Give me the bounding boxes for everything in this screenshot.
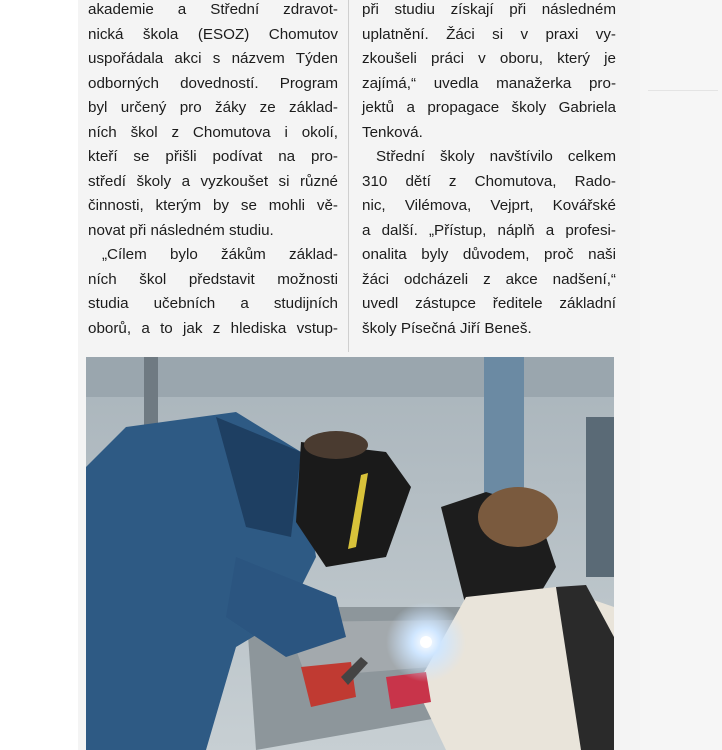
spark-core bbox=[420, 636, 432, 648]
text-line: činnosti, kterým by se mohli vě- bbox=[88, 197, 338, 214]
paragraph-1 bbox=[88, 0, 338, 243]
text-line: ních škol z Chomutova i okolí, bbox=[88, 123, 338, 141]
text-line: uplatnění. Žáci si v praxi vy- bbox=[362, 25, 616, 43]
welding-photo-illustration bbox=[86, 357, 614, 750]
text-line: nická škola (ESOZ) Chomutov bbox=[88, 25, 338, 43]
text-line: a další. „Přístup, náplň a profesi- bbox=[362, 221, 616, 239]
text-line: ních škol představit možnosti bbox=[88, 270, 338, 288]
text-line: při studiu získají při následném bbox=[362, 1, 616, 18]
article-column-left bbox=[88, 0, 338, 341]
wall-shadow bbox=[86, 357, 614, 397]
text-line: zkoušeli práci v oboru, který je bbox=[362, 50, 616, 67]
text-line: zajímá,“ uvedla manažerka pro- bbox=[362, 74, 616, 92]
text-line: kteří se přišli podívat na pro- bbox=[88, 148, 338, 165]
article-photo bbox=[86, 357, 614, 750]
article-column-right bbox=[362, 0, 616, 341]
bleed-through-mark bbox=[648, 90, 718, 91]
page-margin bbox=[640, 0, 722, 750]
paragraph-3 bbox=[362, 0, 616, 145]
text-line: studia učebních a studijních bbox=[88, 295, 338, 312]
column-divider bbox=[348, 0, 349, 352]
text-line: „Cílem bylo žákům základ- bbox=[102, 246, 338, 263]
pipe bbox=[586, 417, 614, 577]
hair bbox=[304, 431, 368, 459]
text-line: nic, Vilémova, Vejprt, Kovářské bbox=[362, 197, 616, 214]
text-line: odborných dovedností. Program bbox=[88, 74, 338, 92]
text-line: jektů a propagace školy Gabriela bbox=[362, 99, 616, 116]
text-line: onalita byly důvodem, proč naši bbox=[362, 246, 616, 263]
text-line: uspořádala akci s názvem Týden bbox=[88, 50, 338, 67]
text-line: byl určený pro žáky ze základ- bbox=[88, 99, 338, 116]
text-line: Střední školy navštívilo celkem bbox=[376, 148, 616, 165]
text-line: novat při následném studiu. bbox=[88, 221, 274, 239]
paragraph-2 bbox=[88, 243, 338, 341]
text-line: akademie a Střední zdravot- bbox=[88, 1, 338, 18]
text-line: Tenková. bbox=[362, 123, 423, 141]
text-line: uvedl zástupce ředitele základní bbox=[362, 295, 616, 312]
text-line: oborů, a to jak z hlediska vstup- bbox=[88, 319, 338, 337]
text-line: školy Písečná Jiří Beneš. bbox=[362, 319, 532, 337]
text-line: žáci odcházeli z akce nadšení,“ bbox=[362, 270, 616, 288]
paragraph-4 bbox=[362, 145, 616, 341]
text-line: 310 dětí z Chomutova, Rado- bbox=[362, 172, 616, 190]
text-line: středí školy a vyzkoušet si různé bbox=[88, 172, 338, 190]
hair-right bbox=[478, 487, 558, 547]
